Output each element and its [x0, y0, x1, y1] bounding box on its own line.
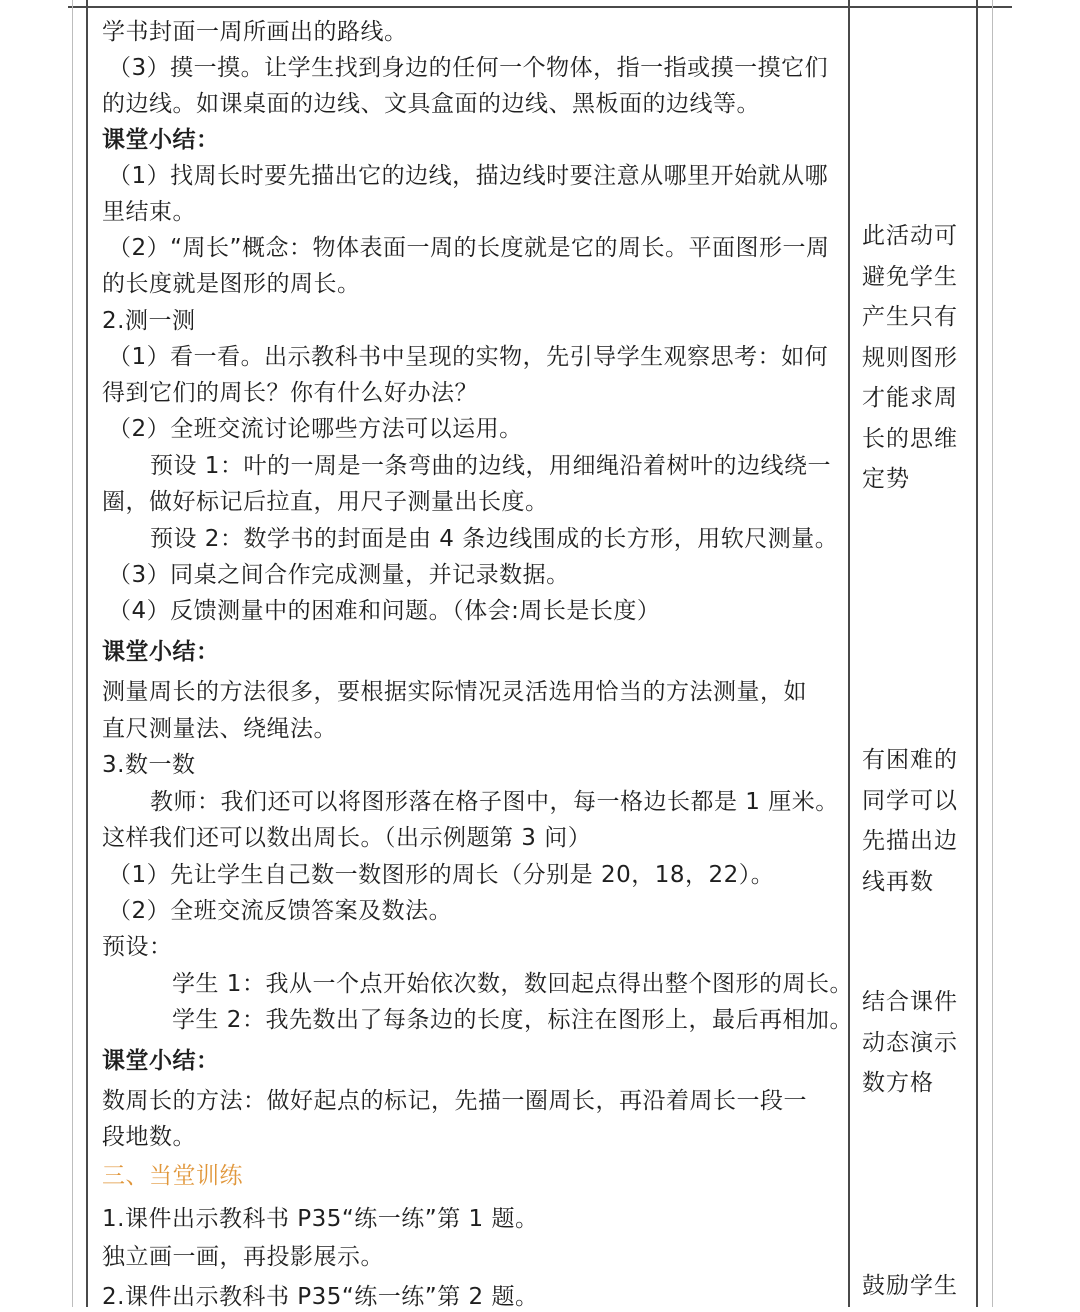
- summary-heading: 课堂小结：: [102, 639, 220, 665]
- table-top-border: [68, 6, 1012, 8]
- page-edge-left: [72, 0, 73, 1307]
- text-line: 1.课件出示教科书 P35“练一练”第 1 题。: [102, 1206, 539, 1232]
- text-line: 的长度就是图形的周长。: [102, 271, 361, 297]
- text-line: 预设 1：叶的一周是一条弯曲的边线，用细绳沿着树叶的边线绕一: [150, 453, 831, 479]
- text-line: 预设 2：数学书的封面是由 4 条边线围成的长方形，用软尺测量。: [150, 526, 839, 552]
- page-edge-right: [992, 0, 993, 1307]
- table-left-border: [86, 0, 88, 1307]
- text-line: 这样我们还可以数出周长。（出示例题第 3 问）: [102, 825, 592, 851]
- text-line: 的边线。如课桌面的边线、文具盒面的边线、黑板面的边线等。: [102, 91, 760, 117]
- text-line: （1）看一看。出示教科书中呈现的实物，先引导学生观察思考：如何: [108, 344, 829, 370]
- table-right-border: [976, 0, 978, 1307]
- subsection-title: 3.数一数: [102, 752, 196, 778]
- design-note-difficulty: 有困难的 同学可以 先描出边 线再数: [862, 747, 958, 895]
- text-line: （1）先让学生自己数一数图形的周长（分别是 20，18，22）。: [108, 862, 775, 888]
- design-note-activity: 此活动可 避免学生 产生只有 规则图形 才能求周 长的思维 定势: [862, 223, 958, 492]
- text-line: 学书封面一周所画出的路线。: [102, 19, 408, 45]
- text-line: （4）反馈测量中的困难和问题。（体会:周长是长度）: [108, 598, 661, 624]
- text-line: （3）摸一摸。让学生找到身边的任何一个物体，指一指或摸一摸它们: [108, 55, 829, 81]
- summary-heading: 课堂小结：: [102, 1048, 220, 1074]
- text-line: 里结束。: [102, 199, 196, 225]
- text-line: （2）“周长”概念：物体表面一周的长度就是它的周长。平面图形一周: [108, 235, 830, 261]
- design-note-courseware: 结合课件 动态演示 数方格: [862, 989, 958, 1096]
- text-line: 预设：: [102, 934, 173, 960]
- text-line: 独立画一画，再投影展示。: [102, 1244, 384, 1270]
- summary-heading: 课堂小结：: [102, 127, 220, 153]
- text-line: （2）全班交流讨论哪些方法可以运用。: [108, 416, 523, 442]
- text-line: 得到它们的周长？你有什么好办法？: [102, 380, 478, 406]
- text-line: 直尺测量法、绕绳法。: [102, 716, 337, 742]
- text-line: （3）同桌之间合作完成测量，并记录数据。: [108, 562, 570, 588]
- text-line: 数周长的方法：做好起点的标记，先描一圈周长，再沿着周长一段一: [102, 1088, 807, 1114]
- subsection-title: 2.测一测: [102, 308, 196, 334]
- text-line: 学生 1：我从一个点开始依次数，数回起点得出整个图形的周长。: [172, 971, 853, 997]
- text-line: （1）找周长时要先描出它的边线，描边线时要注意从哪里开始就从哪: [108, 163, 829, 189]
- text-line: 教师：我们还可以将图形落在格子图中，每一格边长都是 1 厘米。: [150, 789, 839, 815]
- text-line: 段地数。: [102, 1124, 196, 1150]
- design-note-encourage: 鼓励学生: [862, 1273, 958, 1299]
- text-line: 测量周长的方法很多，要根据实际情况灵活选用恰当的方法测量，如: [102, 679, 807, 705]
- section-heading: 三、当堂训练: [102, 1163, 243, 1189]
- column-divider: [848, 0, 850, 1307]
- text-line: 圈，做好标记后拉直，用尺子测量出长度。: [102, 489, 549, 515]
- text-line: （2）全班交流反馈答案及数法。: [108, 898, 453, 924]
- text-line: 2.课件出示教科书 P35“练一练”第 2 题。: [102, 1284, 539, 1310]
- text-line: 学生 2：我先数出了每条边的长度，标注在图形上，最后再相加。: [172, 1007, 853, 1033]
